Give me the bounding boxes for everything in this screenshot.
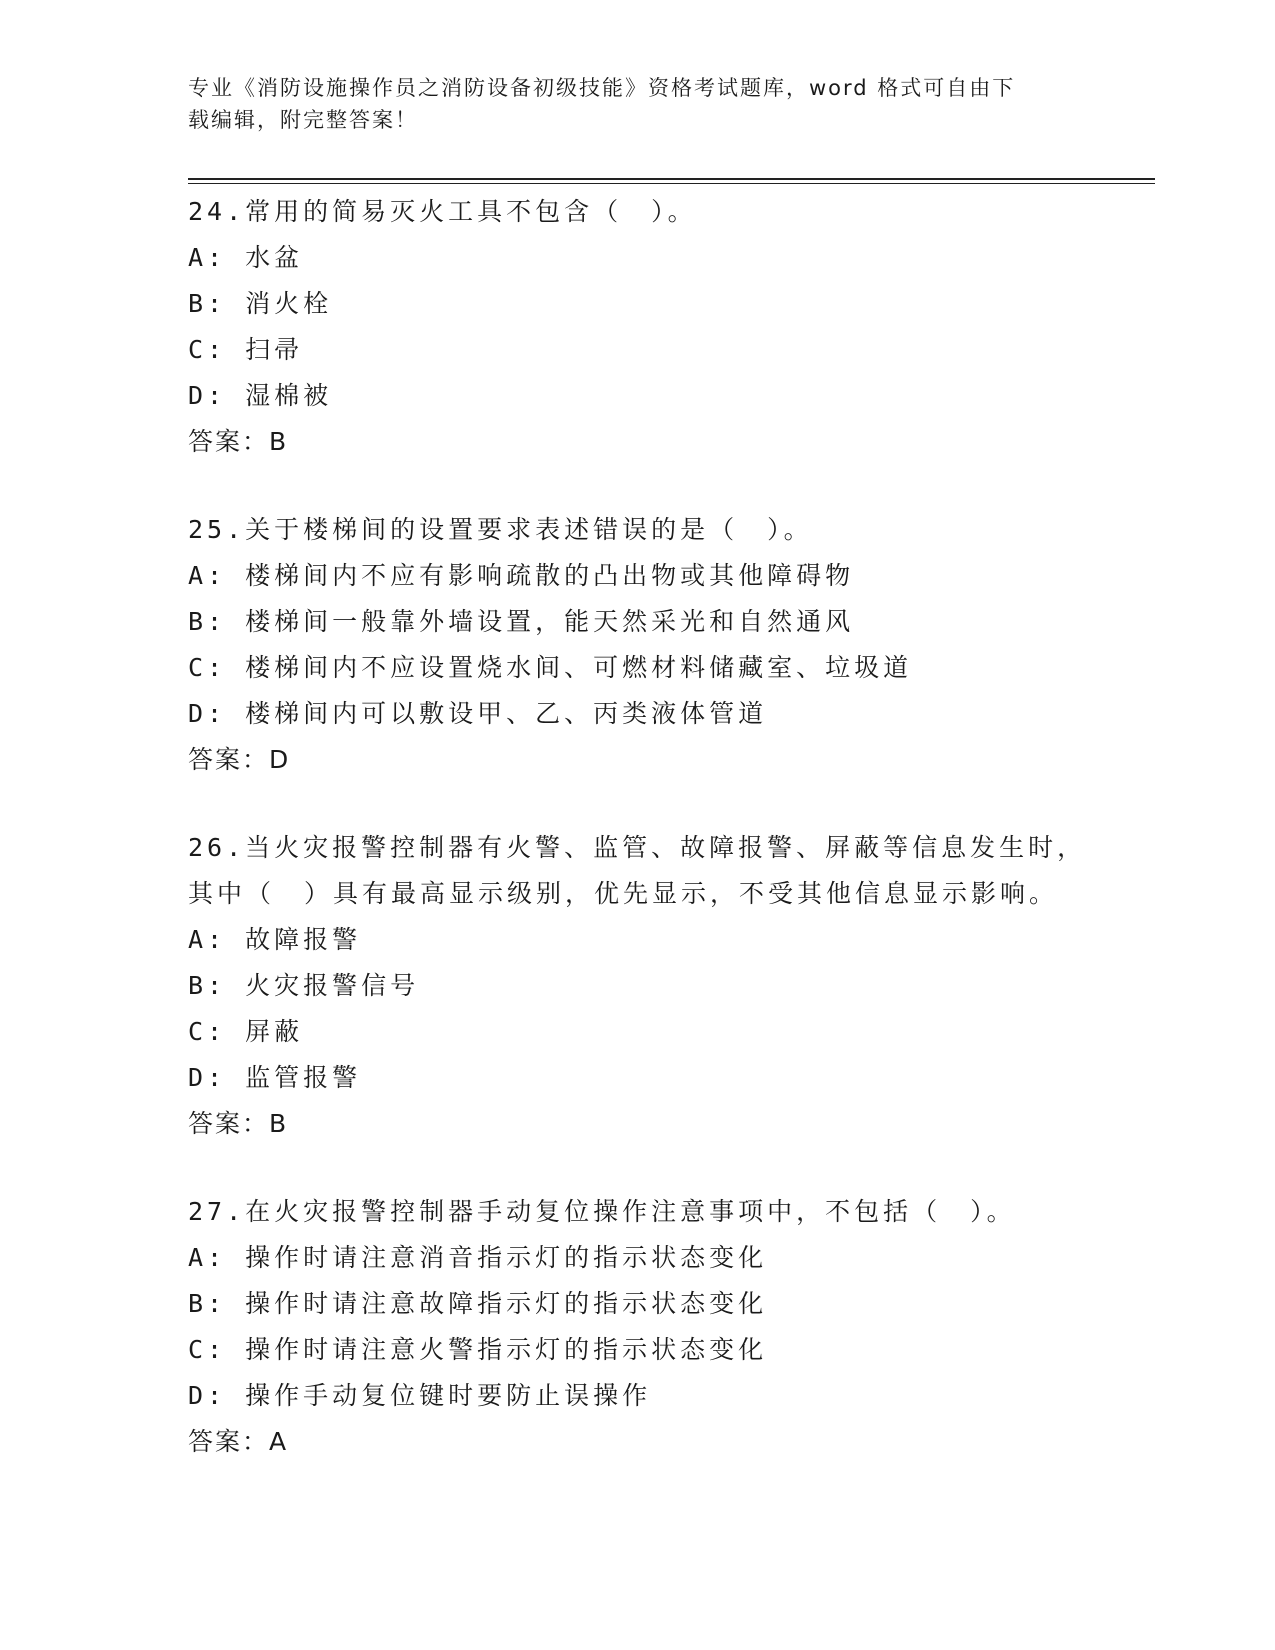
option-c: C: 操作时请注意火警指示灯的指示状态变化 bbox=[188, 1335, 768, 1364]
option-b: B: 楼梯间一般靠外墙设置，能天然采光和自然通风 bbox=[188, 607, 855, 636]
option-c: C: 屏蔽 bbox=[188, 1017, 304, 1046]
option-c: C: 扫帚 bbox=[188, 335, 304, 364]
option-a: A: 楼梯间内不应有影响疏散的凸出物或其他障碍物 bbox=[188, 561, 855, 590]
answer-label: 答案：B bbox=[188, 427, 289, 456]
option-b: B: 火灾报警信号 bbox=[188, 971, 420, 1000]
question-stem: 24.常用的简易灭火工具不包含（ ）。 bbox=[188, 197, 697, 226]
question-stem: 25.关于楼梯间的设置要求表述错误的是（ ）。 bbox=[188, 515, 813, 544]
option-b: B: 操作时请注意故障指示灯的指示状态变化 bbox=[188, 1289, 768, 1318]
question-stem-line-1: 26.当火灾报警控制器有火警、监管、故障报警、屏蔽等信息发生时， bbox=[188, 833, 1087, 862]
header-line-1: 专业《消防设施操作员之消防设备初级技能》资格考试题库，word 格式可自由下 bbox=[188, 76, 1016, 100]
option-d: D: 操作手动复位键时要防止误操作 bbox=[188, 1381, 652, 1410]
option-a: A: 故障报警 bbox=[188, 925, 362, 954]
question-24 bbox=[188, 189, 1155, 465]
answer-label: 答案：D bbox=[188, 745, 291, 774]
question-26 bbox=[188, 825, 1155, 1147]
question-27 bbox=[188, 1189, 1155, 1465]
option-a: A: 操作时请注意消音指示灯的指示状态变化 bbox=[188, 1243, 768, 1272]
answer-label: 答案：A bbox=[188, 1427, 289, 1456]
option-c: C: 楼梯间内不应设置烧水间、可燃材料储藏室、垃圾道 bbox=[188, 653, 913, 682]
question-stem: 27.在火灾报警控制器手动复位操作注意事项中，不包括（ ）。 bbox=[188, 1197, 1016, 1226]
header-divider-thin bbox=[188, 183, 1155, 184]
option-a: A: 水盆 bbox=[188, 243, 304, 272]
header-line-2: 载编辑，附完整答案！ bbox=[188, 108, 418, 132]
question-25 bbox=[188, 507, 1155, 783]
header-divider-thick bbox=[188, 178, 1155, 180]
option-d: D: 湿棉被 bbox=[188, 381, 333, 410]
option-d: D: 楼梯间内可以敷设甲、乙、丙类液体管道 bbox=[188, 699, 768, 728]
option-b: B: 消火栓 bbox=[188, 289, 333, 318]
answer-label: 答案：B bbox=[188, 1109, 289, 1138]
option-d: D: 监管报警 bbox=[188, 1063, 362, 1092]
document-header bbox=[188, 72, 1068, 136]
question-stem-line-2: 其中（ ）具有最高显示级别，优先显示，不受其他信息显示影响。 bbox=[188, 879, 1059, 908]
question-list bbox=[188, 189, 1155, 1507]
